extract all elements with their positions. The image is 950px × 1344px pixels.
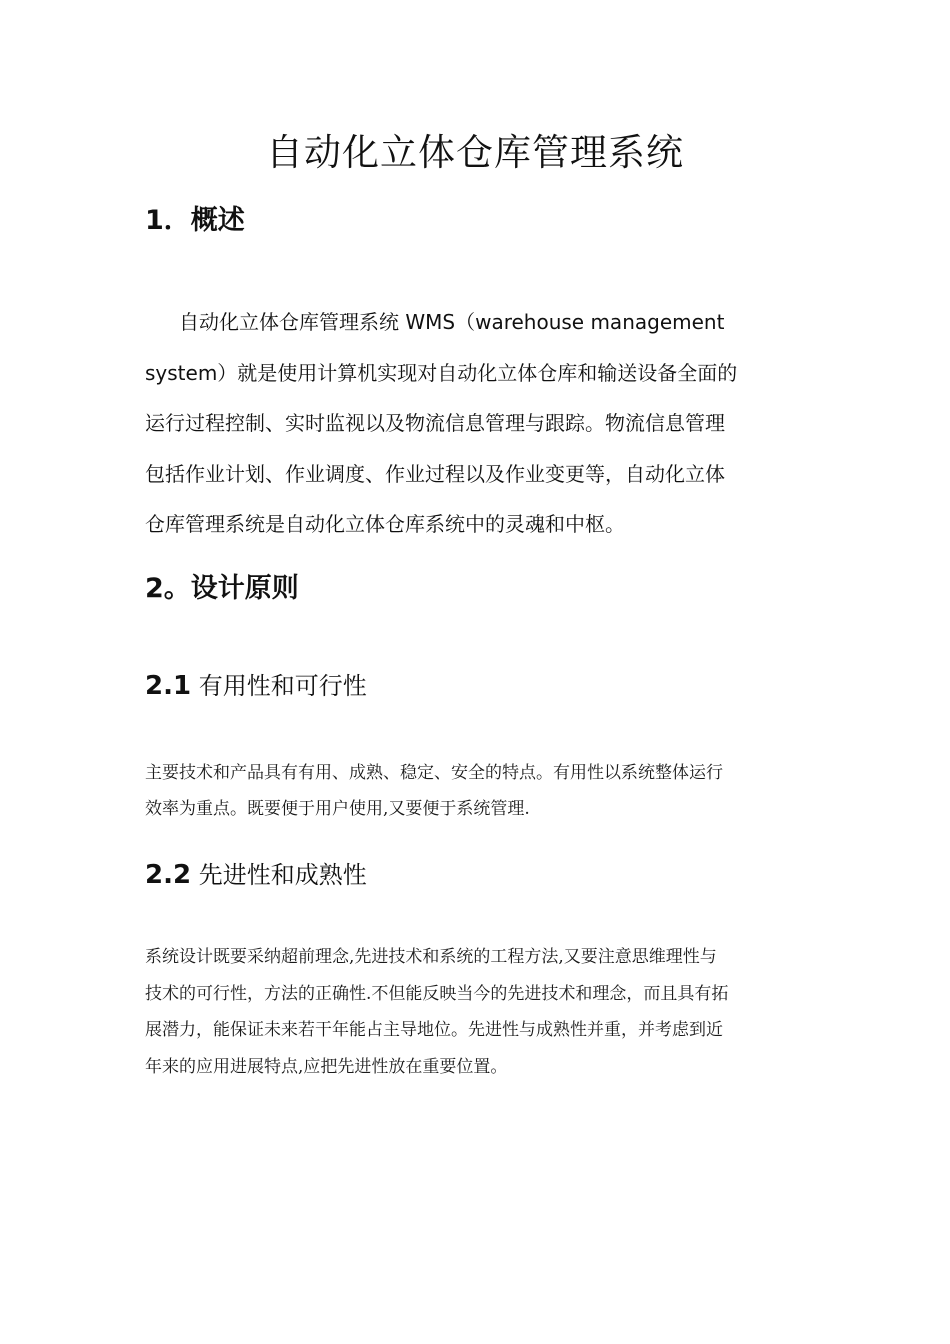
subsection-number: 2.1	[145, 671, 192, 701]
paragraph-line: system）就是使用计算机实现对自动化立体仓库和输送设备全面的	[145, 360, 738, 385]
subsection-2-2-paragraph	[145, 939, 810, 1085]
paragraph-line: 系统设计既要采纳超前理念,先进技术和系统的工程方法,又要注意思维理性与	[145, 947, 717, 967]
paragraph-line: 技术的可行性，方法的正确性.不但能反映当今的先进技术和理念，而且具有拓	[145, 983, 729, 1004]
paragraph-line: 运行过程控制、实时监视以及物流信息管理与跟踪。物流信息管理	[145, 411, 725, 435]
subsection-title: 先进性和成熟性	[198, 861, 367, 889]
paragraph-line: 年来的应用进展特点,应把先进性放在重要位置。	[145, 1056, 508, 1077]
paragraph-line: 仓库管理系统是自动化立体仓库系统中的灵魂和中枢。	[145, 512, 625, 536]
section-2-heading: 2。设计原则	[145, 573, 299, 604]
paragraph-line: 展潜力，能保证未来若干年能占主导地位。先进性与成熟性并重，并考虑到近	[145, 1020, 723, 1040]
subsection-number: 2.2	[145, 860, 192, 890]
paragraph-line: 主要技术和产品具有有用、成熟、稳定、安全的特点。有用性以系统整体运行	[145, 763, 723, 783]
subsection-2-2-heading	[145, 858, 367, 892]
section-1-paragraph	[145, 297, 810, 550]
subsection-2-1-heading	[145, 669, 367, 703]
subsection-title: 有用性和可行性	[198, 672, 367, 700]
paragraph-line: 包括作业计划、作业调度、作业过程以及作业变更等，自动化立体	[145, 461, 725, 486]
section-1-heading: 1．概述	[145, 205, 245, 236]
subsection-2-1-paragraph	[145, 755, 810, 827]
document-title: 自动化立体仓库管理系统	[266, 131, 684, 174]
paragraph-line: 效率为重点。既要便于用户使用,又要便于系统管理.	[145, 799, 530, 819]
paragraph-line: 自动化立体仓库管理系统 WMS（warehouse management	[179, 310, 725, 334]
